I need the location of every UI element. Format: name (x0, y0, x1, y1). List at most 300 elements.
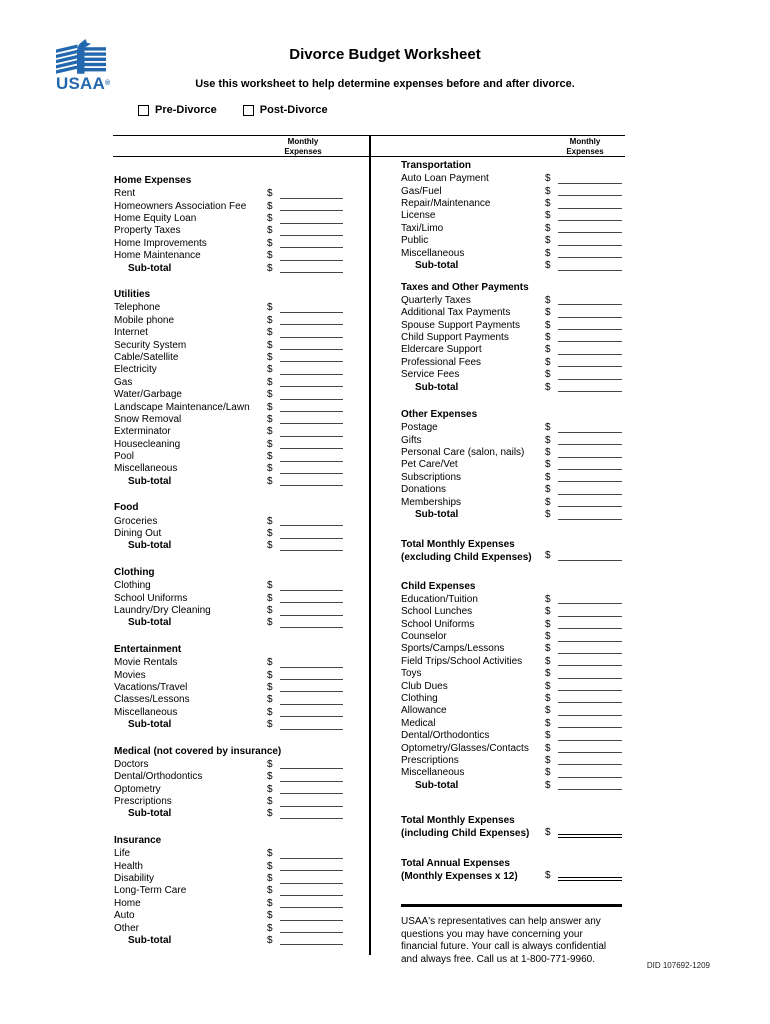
subtotal-row (114, 934, 343, 946)
dollar-sign: $ (267, 389, 273, 401)
amount-line[interactable] (280, 312, 343, 313)
expense-label: Mobile phone (114, 314, 175, 326)
dollar-sign: $ (545, 742, 551, 754)
dollar-sign: $ (267, 873, 273, 885)
expense-row (401, 754, 622, 766)
expense-row (114, 872, 343, 884)
dollar-sign: $ (267, 200, 273, 212)
expense-label: Life (114, 848, 131, 860)
subtotal-label: Sub-total (415, 509, 459, 521)
expense-label: Toys (401, 668, 422, 680)
expense-row (114, 795, 343, 807)
expense-label: Telephone (114, 302, 161, 314)
amount-line[interactable] (558, 789, 622, 790)
section-title: Other Expenses (401, 409, 478, 421)
dollar-sign: $ (545, 459, 551, 471)
expense-label: Homeowners Association Fee (114, 200, 247, 212)
amount-line[interactable] (558, 690, 622, 691)
dollar-sign: $ (267, 758, 273, 770)
expense-row (401, 593, 622, 605)
expense-label: Optometry (114, 783, 161, 795)
amount-line[interactable] (558, 457, 622, 458)
expense-label: Electricity (114, 364, 157, 376)
amount-line[interactable] (280, 485, 343, 486)
subtotal-label: Sub-total (128, 808, 172, 820)
section-title: Home Expenses (114, 175, 192, 186)
amount-line[interactable] (280, 679, 343, 680)
total-label-line: (Monthly Expenses x 12) (401, 871, 518, 883)
amount-line[interactable] (558, 560, 622, 561)
total-amount (545, 550, 622, 562)
total-label-line: Total Monthly Expenses (401, 538, 515, 550)
amount-line[interactable] (280, 210, 343, 211)
expense-label: Auto (114, 910, 135, 922)
expense-row (114, 681, 343, 693)
expense-label: Security System (114, 339, 187, 351)
subtotal-label: Sub-total (415, 260, 459, 272)
registered-trademark-symbol: ® (104, 80, 111, 87)
dollar-sign: $ (267, 796, 273, 808)
section-title: Utilities (114, 289, 151, 301)
amount-line[interactable] (280, 781, 343, 782)
amount-line[interactable] (280, 870, 343, 871)
amount-line[interactable] (280, 525, 343, 526)
amount-line[interactable] (558, 740, 622, 741)
expense-row (401, 356, 622, 368)
amount-line[interactable] (280, 704, 343, 705)
expense-row (114, 897, 343, 909)
expense-row (401, 717, 622, 729)
amount-line[interactable] (558, 270, 622, 271)
subtotal-label: Sub-total (128, 262, 172, 274)
amount-line[interactable] (558, 481, 622, 482)
dollar-sign: $ (267, 225, 273, 237)
amount-line[interactable] (280, 349, 343, 350)
total-label-line: (excluding Child Expenses) (401, 551, 532, 563)
amount-line[interactable] (558, 195, 622, 196)
section-title: Clothing (114, 566, 155, 578)
expense-label: Long-Term Care (114, 885, 187, 897)
column-header-line: Expenses (566, 146, 604, 156)
dollar-sign: $ (545, 593, 551, 605)
amount-line[interactable] (280, 247, 343, 248)
expense-row (401, 343, 622, 355)
expense-label: Snow Removal (114, 413, 182, 425)
dollar-sign: $ (545, 509, 551, 521)
amount-line[interactable] (558, 354, 622, 355)
subtotal-row (114, 540, 343, 552)
column-header-line: Monthly (569, 137, 601, 146)
expense-row (401, 459, 622, 471)
expense-row (114, 225, 343, 237)
expense-label: Memberships (401, 496, 462, 508)
amount-line[interactable] (558, 391, 622, 392)
amount-line[interactable] (558, 317, 622, 318)
amount-line[interactable] (558, 603, 622, 604)
amount-line[interactable] (280, 473, 343, 474)
dollar-sign: $ (267, 540, 273, 552)
dollar-sign: $ (267, 237, 273, 249)
amount-line[interactable] (558, 665, 622, 666)
expense-row (114, 463, 343, 475)
expense-row (114, 770, 343, 782)
expense-label: Dining Out (114, 528, 162, 540)
expense-label: License (401, 210, 436, 222)
amount-line[interactable] (558, 366, 622, 367)
amount-line[interactable] (280, 895, 343, 896)
expense-label: Exterminator (114, 426, 171, 438)
amount-line[interactable] (558, 715, 622, 716)
expense-row (401, 742, 622, 754)
amount-line[interactable] (558, 506, 622, 507)
expense-row (114, 401, 343, 413)
amount-line[interactable] (280, 260, 343, 261)
dollar-sign: $ (267, 188, 273, 200)
total-amount (545, 827, 622, 839)
expense-row (401, 729, 622, 741)
expense-label: Miscellaneous (114, 706, 178, 718)
amount-line[interactable] (280, 920, 343, 921)
pre-divorce-option[interactable] (138, 104, 217, 116)
expense-label: Pet Care/Vet (401, 459, 458, 471)
dollar-sign: $ (545, 643, 551, 655)
expense-row (401, 704, 622, 716)
expense-row (401, 692, 622, 704)
expense-label: Internet (114, 327, 148, 339)
amount-line[interactable] (558, 616, 622, 617)
expense-label: Quarterly Taxes (401, 294, 471, 306)
amount-line[interactable] (280, 768, 343, 769)
expense-label: Rent (114, 188, 136, 200)
dollar-sign: $ (267, 783, 273, 795)
expense-row (114, 302, 343, 314)
amount-line[interactable] (558, 702, 622, 703)
amount-line[interactable] (280, 615, 343, 616)
amount-line[interactable] (280, 461, 343, 462)
dollar-sign: $ (267, 250, 273, 262)
amount-line[interactable] (280, 235, 343, 236)
amount-line[interactable] (280, 932, 343, 933)
expense-label: Classes/Lessons (114, 694, 190, 706)
dollar-sign: $ (545, 307, 551, 319)
amount-line[interactable] (558, 245, 622, 246)
amount-line[interactable] (558, 183, 622, 184)
amount-line[interactable] (558, 641, 622, 642)
amount-line[interactable] (280, 793, 343, 794)
total-amount-line[interactable] (558, 877, 622, 881)
expense-label: Home Improvements (114, 237, 207, 249)
dollar-sign: $ (267, 694, 273, 706)
amount-line[interactable] (280, 386, 343, 387)
amount-line[interactable] (280, 538, 343, 539)
amount-line[interactable] (280, 448, 343, 449)
dollar-sign: $ (267, 314, 273, 326)
amount-line[interactable] (280, 411, 343, 412)
expense-row (401, 222, 622, 234)
expense-row (401, 680, 622, 692)
expense-label: Doctors (114, 758, 149, 770)
amount-line[interactable] (280, 590, 343, 591)
dollar-sign: $ (267, 401, 273, 413)
monthly-expenses-header-left (255, 137, 351, 156)
amount-line[interactable] (280, 602, 343, 603)
amount-line[interactable] (558, 777, 622, 778)
subtotal-row (114, 808, 343, 820)
dollar-sign: $ (545, 356, 551, 368)
page-subtitle: Use this worksheet to help determine expenses before and after divorce. (195, 78, 575, 90)
expense-row (114, 885, 343, 897)
amount-line[interactable] (280, 436, 343, 437)
amount-line[interactable] (280, 729, 343, 730)
amount-line[interactable] (280, 272, 343, 273)
total-row (401, 814, 622, 840)
pre-divorce-checkbox[interactable] (138, 105, 149, 116)
dollar-sign: $ (267, 376, 273, 388)
expense-label: Health (114, 860, 143, 872)
expense-row (114, 388, 343, 400)
dollar-sign: $ (267, 302, 273, 314)
amount-line[interactable] (558, 304, 622, 305)
expense-label: Housecleaning (114, 438, 181, 450)
expense-row (401, 197, 622, 209)
expense-label: Movies (114, 669, 146, 681)
dollar-sign: $ (545, 484, 551, 496)
expense-label: Water/Garbage (114, 389, 182, 401)
amount-line[interactable] (558, 444, 622, 445)
expense-row (401, 421, 622, 433)
expense-label: Groceries (114, 515, 158, 527)
expense-row (114, 326, 343, 338)
expense-label: School Uniforms (114, 592, 188, 604)
expense-row (401, 247, 622, 259)
expense-label: Service Fees (401, 369, 460, 381)
expense-row (401, 655, 622, 667)
total-label (401, 538, 545, 564)
section-title: Food (114, 502, 139, 514)
amount-line[interactable] (280, 691, 343, 692)
column-divider (369, 135, 371, 955)
subtotal-row (401, 259, 622, 271)
amount-line[interactable] (558, 764, 622, 765)
amount-line[interactable] (280, 907, 343, 908)
dollar-sign: $ (545, 369, 551, 381)
document-id: DID 107692-1209 (646, 961, 710, 970)
expense-row (401, 434, 622, 446)
expense-label: Medical (401, 717, 436, 729)
dollar-sign: $ (545, 869, 551, 881)
expense-label: Home Maintenance (114, 250, 201, 262)
expense-row (401, 319, 622, 331)
section-title: Transportation (401, 160, 472, 171)
amount-line[interactable] (280, 858, 343, 859)
dollar-sign: $ (545, 173, 551, 185)
dollar-sign: $ (267, 438, 273, 450)
expense-row (401, 643, 622, 655)
dollar-sign: $ (545, 668, 551, 680)
expense-row (114, 351, 343, 363)
subtotal-row (401, 508, 622, 520)
expense-label: Optometry/Glasses/Contacts (401, 742, 529, 754)
amount-line[interactable] (558, 494, 622, 495)
dollar-sign: $ (545, 210, 551, 222)
dollar-sign: $ (267, 528, 273, 540)
expense-label: School Lunches (401, 606, 473, 618)
dollar-sign: $ (267, 213, 273, 225)
amount-line[interactable] (558, 379, 622, 380)
dollar-sign: $ (545, 826, 551, 838)
expense-section (114, 835, 343, 947)
expense-label: Vacations/Travel (114, 681, 188, 693)
amount-line[interactable] (280, 818, 343, 819)
amount-line[interactable] (558, 257, 622, 258)
expense-label: Sports/Camps/Lessons (401, 643, 505, 655)
expense-row (401, 294, 622, 306)
subtotal-row (401, 779, 622, 791)
amount-line[interactable] (558, 469, 622, 470)
expense-row (114, 604, 343, 616)
expense-row (114, 515, 343, 527)
dollar-sign: $ (267, 463, 273, 475)
dollar-sign: $ (267, 327, 273, 339)
amount-line[interactable] (558, 341, 622, 342)
expense-row (114, 909, 343, 921)
expense-label: Clothing (401, 692, 438, 704)
post-divorce-checkbox[interactable] (243, 105, 254, 116)
expense-label: Landscape Maintenance/Lawn (114, 401, 250, 413)
amount-line[interactable] (280, 223, 343, 224)
amount-line[interactable] (558, 208, 622, 209)
expense-label: Property Taxes (114, 225, 181, 237)
expense-section (114, 502, 343, 552)
column-header-line: Monthly (287, 137, 319, 146)
expense-row (114, 656, 343, 668)
expense-row (114, 425, 343, 437)
dollar-sign: $ (267, 910, 273, 922)
amount-line[interactable] (558, 752, 622, 753)
expense-row (114, 363, 343, 375)
expense-label: Movie Rentals (114, 657, 178, 669)
amount-line[interactable] (280, 374, 343, 375)
dollar-sign: $ (267, 897, 273, 909)
amount-line[interactable] (280, 423, 343, 424)
post-divorce-option[interactable] (243, 104, 328, 116)
total-label-line: (including Child Expenses) (401, 828, 530, 840)
amount-line[interactable] (280, 337, 343, 338)
expense-section (114, 175, 343, 274)
amount-line[interactable] (558, 653, 622, 654)
expense-label: Allowance (401, 705, 447, 717)
total-label-line: Total Monthly Expenses (401, 815, 515, 827)
dollar-sign: $ (545, 294, 551, 306)
monthly-expenses-header-right (537, 137, 633, 156)
dollar-sign: $ (267, 262, 273, 274)
total-label-line: Total Annual Expenses (401, 858, 510, 870)
left-column (114, 160, 343, 946)
expense-row (401, 331, 622, 343)
expense-label: Child Support Payments (401, 331, 509, 343)
expense-label: Spouse Support Payments (401, 319, 520, 331)
dollar-sign: $ (267, 719, 273, 731)
expense-section (401, 581, 622, 792)
amount-line[interactable] (280, 361, 343, 362)
amount-line[interactable] (558, 220, 622, 221)
expense-label: Clothing (114, 580, 151, 592)
amount-line[interactable] (558, 329, 622, 330)
expense-row (401, 483, 622, 495)
dollar-sign: $ (267, 848, 273, 860)
dollar-sign: $ (267, 451, 273, 463)
dollar-sign: $ (267, 808, 273, 820)
expense-label: Cable/Satellite (114, 351, 179, 363)
subtotal-row (114, 475, 343, 487)
post-divorce-label: Post-Divorce (259, 104, 328, 116)
dollar-sign: $ (267, 885, 273, 897)
amount-line[interactable] (280, 324, 343, 325)
expense-row (114, 249, 343, 261)
dollar-sign: $ (545, 471, 551, 483)
dollar-sign: $ (267, 771, 273, 783)
amount-line[interactable] (558, 628, 622, 629)
expense-row (114, 922, 343, 934)
total-row (401, 538, 622, 564)
amount-line[interactable] (280, 198, 343, 199)
expense-label: Field Trips/School Activities (401, 655, 523, 667)
dollar-sign: $ (545, 618, 551, 630)
dollar-sign: $ (267, 515, 273, 527)
dollar-sign: $ (267, 922, 273, 934)
amount-line[interactable] (280, 399, 343, 400)
amount-line[interactable] (558, 727, 622, 728)
expense-row (114, 579, 343, 591)
dollar-sign: $ (545, 331, 551, 343)
amount-line[interactable] (280, 716, 343, 717)
total-amount-line[interactable] (558, 834, 622, 838)
amount-line[interactable] (280, 883, 343, 884)
expense-label: Education/Tuition (401, 593, 478, 605)
expense-label: Prescriptions (401, 754, 459, 766)
dollar-sign: $ (267, 580, 273, 592)
dollar-sign: $ (267, 605, 273, 616)
section-title: Taxes and Other Payments (401, 281, 529, 293)
amount-line[interactable] (280, 667, 343, 668)
expense-row (401, 766, 622, 778)
footer-note (401, 904, 622, 966)
amount-line[interactable] (558, 232, 622, 233)
expense-label: Counselor (401, 631, 447, 642)
dollar-sign: $ (545, 717, 551, 729)
dollar-sign: $ (545, 422, 551, 434)
dollar-sign: $ (267, 413, 273, 425)
expense-row (114, 212, 343, 224)
amount-line[interactable] (280, 806, 343, 807)
dollar-sign: $ (267, 657, 273, 669)
subtotal-row (114, 718, 343, 730)
amount-line[interactable] (558, 678, 622, 679)
expense-section (114, 567, 343, 629)
subtotal-label: Sub-total (128, 617, 172, 629)
expense-label: Eldercare Support (401, 344, 482, 356)
expense-label: Dental/Orthodontics (401, 730, 490, 742)
amount-line[interactable] (280, 550, 343, 551)
amount-line[interactable] (280, 944, 343, 945)
dollar-sign: $ (267, 934, 273, 946)
amount-line[interactable] (558, 432, 622, 433)
amount-line[interactable] (558, 519, 622, 520)
expense-row (401, 630, 622, 642)
amount-line[interactable] (280, 627, 343, 628)
dollar-sign: $ (545, 767, 551, 779)
right-column (401, 160, 622, 967)
